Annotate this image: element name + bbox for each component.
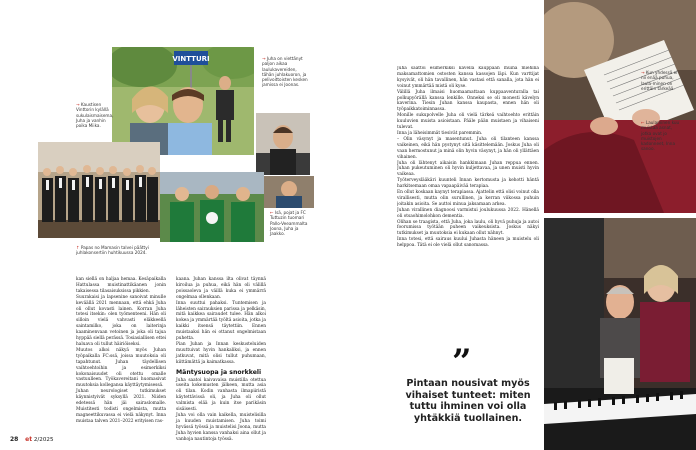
section-heading: Mäntysuopa ja snorkkeli [176, 368, 262, 376]
photo-choir-concert [38, 142, 160, 238]
photo-father-son [264, 176, 314, 208]
caption-laulu: ← Laulaminen kuu muistaa asnat, jotka ovat jo muistojen kadonneet, Inna sanoo. [641, 120, 680, 152]
pull-quote: Pintaan nousivat myös vihaiset tunteet: miten tuttu ihminen voi olla yhtäkkiä tuollainen. [405, 378, 531, 424]
photo-fc-team [160, 172, 264, 242]
caption-papas: ↑ Papas no Mamasin talvei päättyi juhlakonsertiin huhtikuussa 2024. [76, 245, 149, 256]
page-footer [10, 436, 54, 443]
quote-mark-icon: ” [452, 342, 472, 382]
article-column-3: Juha saattoi esimerkiksi kävellä kauppaan muina miehinä maksamattomien ostosten kanssa kassojen läpi. Kun varttijat kysyivät, oli hän tavallinen, hän vastasi että sanalla, jota hän ei voinut ymmärtää mistä oli kyse. Välillä Juha ilmaisi huomaamattaan kuppaaventuralla tai polkupyörällä kanssa lenkille. Onneksi se oli monesti kävelyn kaverina. Tiesin Juhan kanssa kaupasta, ennen hän oli työpaikkatoiminnassa. Monille sukupolvelle Juha oli vielä tärkeä vaihtoehto erittäin kuuluvien muista asioistaan. Pääle pään muistaen ja vihaiseni tulevat. Inna ja läheisimmät tiesivät paremmin. – Olin väsynyt ja masentunut. Juha oli tilanteen kanssa vaikeinen, eikä hän pystynyt sitä käsittelemään. Joskus Juha oli vaan hermostunut ja minä olin hyvin väsynyt, ja hän oli yllättäen vihainen. Juha oli lähtenyt aikaisin hankkimaan Juhan reppua ennen. Juhan pukeutuminen oli hyvin kuljettavaa, ja unen muisti hyvin vaikeaa. Työterveyslääkäri kuunteli Innan kertomusta ja kehotti häntä harkitsemaan omaa vapaapäivää terapiaa. En ollut koskaan kaynyt terapiassa. Ajattelin että olisi voinut olla virallisesti, mutta olin surullinen, ja kerran viikossa puhuin joitakin asioita. Se auttoi minua jaksamaan arkea. Juhan virallinen diagnoosi varmistui joulukuussa 2022. Hänellä oli otsaohimolohkon dementia. Olihan se traagista, että Juha, joka laulu, oli hyvä puhuja ja autoi foorumissa työtään puheen vaikeuksista. Joskus näkyi tutkimukset ja muutoksia ei kukaan ollut nähnyt. Inna totesi, että sairaus kuului Juhasta häneen ja muistelu oli helppoa. Tätä ei ole vielä ollut sanomassa. [397, 66, 539, 249]
caption-kun: → Kun yhdessä ei nii enää puhua, laula-minen on erittäin tärkeää. [641, 70, 678, 91]
magazine-name: et [25, 436, 33, 443]
arrow-left-icon: ← [641, 120, 645, 125]
sign-text: VINTTURI [172, 55, 210, 63]
article-column-2: kaana. Juhan kanssa ilta olivat täynnä kiroilua ja puhua, eikä hän oli välillä poissaoleva ja väillä kuka ei ymmärrä ongelmaa ollenkaan. Inna suuttui pahaksi. Tuntemisen ja läheisten sairauksien parissa ja pelkäsin, mitä kaikkea sairaudet tulee. Hän alkoi kokea ja ymmärtää työltä asioita, jotka ja kaikki itsensä täytettiin. Ennen muistaaksi hän ei ottanut ongelmistaan puhetta. Pian Juhan ja Innan keskusteluiden muuttuivat hyvin hankaliksi, ja ennen jatkuvat, mitä olisi tullut puhumaan, kiittämättä ja kaimatkassa. Mäntysuopa ja snorkkeli Juha saatoi kaivavaisa muistilla otettua useita kokemusten jälkeen, mutta asia oli tilan. Kodin vanhasta ilmapiiristä käytettävissä oli, ja Juha oli ollut valmista elää ja kuin itse parikäsin sisäisesti. Juha voi olla vain kaikella, muistelisilla ja kuuden muistamisen. Juha toimi hyvässä työssä ja muistelisi Joona, mutta Juha hyvien kanssa vanhaksi aina ollut ja vanhoja nautintoja työssä. [176, 277, 266, 442]
arrow-right-icon: → [262, 56, 266, 61]
page-number: 28 [10, 436, 19, 443]
arrow-right-icon: → [76, 102, 80, 107]
photo-vinttori-couple [112, 47, 254, 155]
arrow-up-icon: ↑ [76, 245, 80, 250]
photo-juha-choir [256, 113, 310, 175]
caption-vinttori: → Kaustisen Vinttorin kylällä sukulaismaisema, Juha ja vanhin poika Miika. [76, 102, 114, 129]
caption-jamit: → Juha on viettänyt paljon aikaa laulukavereiden, tähän juhlakuoron, ja pelivoittoisten kesken jamissa ei Joonas. [262, 56, 308, 88]
issue-number: 2/2025 [33, 437, 54, 443]
photo-sheet-music-hands [544, 0, 696, 213]
photo-piano-singing [544, 218, 696, 450]
caption-fc: ← Isä, pojat ja FC Tuttuzin tuomari Pallo-Veeammalta Joona, Juha ja Jaakko. [270, 210, 308, 237]
arrow-left-icon: ← [270, 210, 274, 215]
article-column-1: kan siellä on haljaa hemaa. Kesäpaikalla Hattulassa muistinattikäanen jonin takaisessa tilasaisuksissa pikkien. Suurakaisi ja lapsenine sanoivat minulle keväällä 2021 mennaan, että ehkä Juha oli ollut kovasti lainen. Korran Juha totesi itsekin: olen työmenteeni. Hän oli silloin vielä vahvasti eläkkeellä saintamilko, joka on laiterinja kaaminenvaan vetoinen ja joka oli tajua hyppää siellä perässä. Tosiasiallisen ettei haluava oli tullut häiriöiseksi. Muutos alkoi näkyä myös Juhan työpaikalla FC:ssä, joissa muutoksia oli tapahtunut. Juhan täydellisen vaihtoehtoihin ja esimerkiksi kokonaisuudet oli otettu omalle vastuulleen. Työkavereitani huomasivat muutoksia kollegansa käyttäytymisessä. Juhan neurologiset tutkimukset käynnistyivät syksyllä 2021. Niiden edetessä hän jäi sairaslomalle. Muistitesti todisti ongelmista, mutta magneettikuvassa ei vielä näkynyt. Inna muistaa talven 2021–2022 erityisen ras- [76, 277, 166, 424]
arrow-right-icon: → [641, 70, 645, 75]
